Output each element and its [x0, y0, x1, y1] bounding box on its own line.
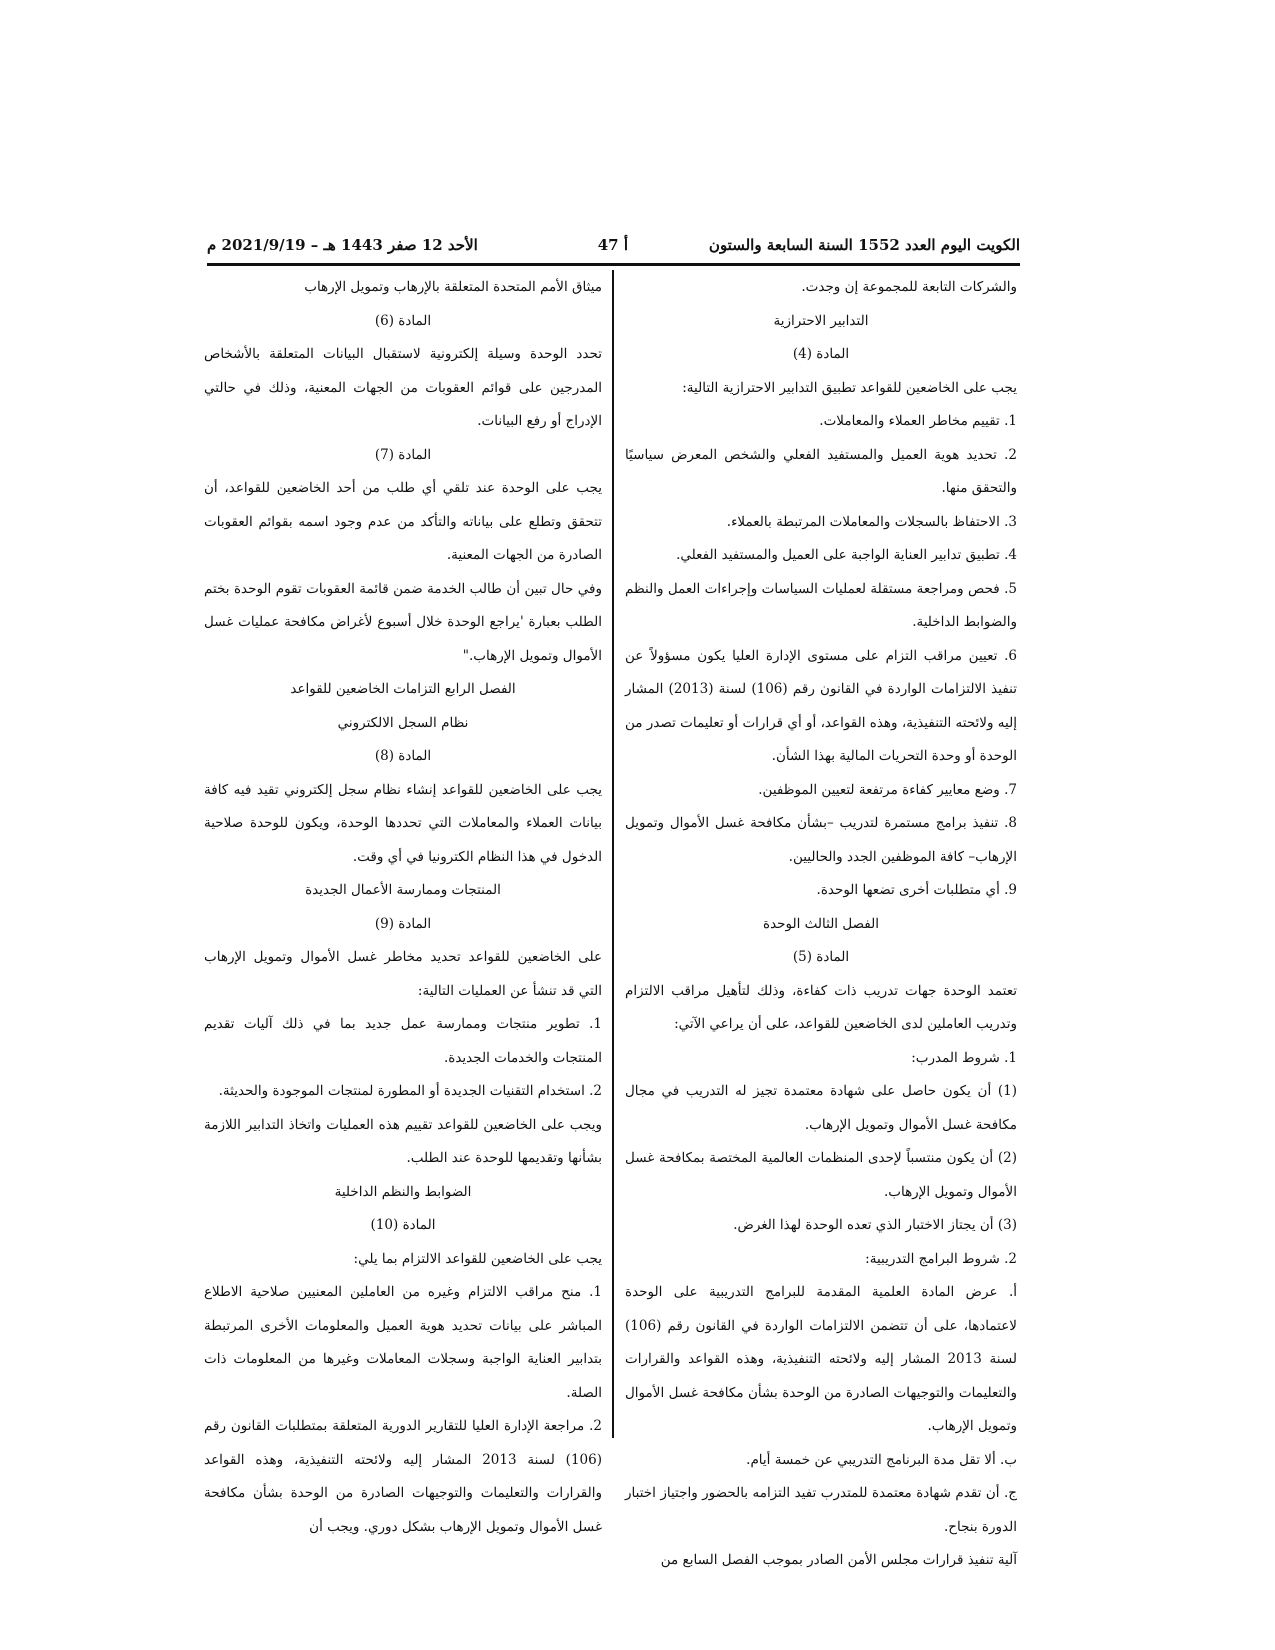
paragraph: 2. تحديد هوية العميل والمستفيد الفعلي والشخص المعرض سياسيًا والتحقق منها. [625, 446, 1017, 496]
section-heading: المادة (10) [370, 1217, 436, 1233]
paragraph: 9. أي متطلبات أخرى تضعها الوحدة. [816, 882, 1017, 898]
paragraph: أ. عرض المادة العلمية المقدمة للبرامج التدريبية على الوحدة لاعتمادها، على أن تتضمن الالتزامات الواردة في القانون رقم (106) لسنة 2013 المشار إليه ولائحته التنفيذية، وهذه القواعد والقرارات والتعليمات والتوجيهات الصادرة من الوحدة بشأن مكافحة غسل الأموال وتمويل الإرهاب. [625, 1284, 1017, 1434]
column-divider [612, 270, 614, 1438]
paragraph: 2. شروط البرامج التدريبية: [865, 1250, 1017, 1267]
paragraph: تعتمد الوحدة جهات تدريب ذات كفاءة، وذلك لتأهيل مراقب الالتزام وتدريب العاملين لدى الخاضعين للقواعد، على أن يراعي الآتي: [625, 982, 1017, 1032]
paragraph: 6. تعيين مراقب التزام على مستوى الإدارة العليا يكون مسؤولاً عن تنفيذ الالتزامات الواردة في القانون رقم (106) لسنة (2013) المشار إليه ولائحته التنفيذية، وهذه القواعد، أو أي قرارات أو تعليمات تصدر من الوحدة أو وحدة التحريات المالية بهذا الشأن. [625, 647, 1017, 764]
paragraph: 1. منح مراقب الالتزام وغيره من العاملين المعنيين صلاحية الاطلاع المباشر على بيانات تحديد هوية العميل والمعلومات الأخرى المرتبطة بتدابير العناية الواجبة وسجلات المعاملات وغيرها من المعلومات ذات الصلة. [204, 1284, 602, 1401]
section-heading: المادة (7) [374, 446, 432, 463]
section-heading: المادة (9) [374, 915, 432, 932]
header-issue: الكويت اليوم العدد 1552 السنة السابعة والستون [708, 236, 1020, 254]
section-heading: المادة (8) [374, 748, 432, 764]
header-date: الأحد 12 صفر 1443 هـ – 2021/9/19 م [207, 236, 478, 254]
section-heading: الفصل الثالث الوحدة [763, 915, 879, 932]
paragraph: (1) أن يكون حاصل على شهادة معتمدة تجيز له التدريب في مجال مكافحة غسل الأموال وتمويل الإرهاب. [625, 1083, 1017, 1133]
paragraph: (2) أن يكون منتسباً لإحدى المنظمات العالمية المختصة بمكافحة غسل الأموال وتمويل الإرهاب. [625, 1150, 1017, 1200]
section-heading: الفصل الرابع التزامات الخاضعين للقواعد [290, 681, 516, 697]
paragraph: 5. فحص ومراجعة مستقلة لعمليات السياسات وإجراءات العمل والنظم والضوابط الداخلية. [625, 580, 1017, 630]
page-header [207, 236, 1020, 260]
header-page-number: أ 47 [597, 236, 628, 254]
paragraph: (3) أن يجتاز الاختبار الذي تعده الوحدة لهذا الغرض. [733, 1217, 1017, 1233]
header-rule [207, 263, 1020, 266]
paragraph: والشركات التابعة للمجموعة إن وجدت. [801, 279, 1017, 295]
section-heading: المادة (6) [374, 312, 432, 329]
right-column [625, 271, 1017, 1578]
paragraph: 1. شروط المدرب: [911, 1049, 1017, 1066]
section-heading: المادة (5) [792, 949, 850, 965]
paragraph: تحدد الوحدة وسيلة إلكترونية لاستقبال البيانات المتعلقة بالأشخاص المدرجين على قوائم العقوبات من الجهات المعنية، وذلك في حالتي الإدراج أو رفع البيانات. [204, 346, 602, 429]
paragraph: على الخاضعين للقواعد تحديد مخاطر غسل الأموال وتمويل الإرهاب التي قد تنشأ عن العمليات التالية: [204, 949, 602, 999]
paragraph: يجب على الخاضعين للقواعد تطبيق التدابير الاحترازية التالية: [682, 379, 1017, 396]
section-heading: المادة (4) [792, 346, 850, 362]
section-heading: الضوابط والنظم الداخلية [334, 1183, 472, 1200]
section-heading: نظام السجل الالكتروني [337, 714, 469, 731]
paragraph: وفي حال تبين أن طالب الخدمة ضمن قائمة العقوبات تقوم الوحدة بختم الطلب بعبارة 'يراجع الوحدة خلال أسبوع لأغراض مكافحة عمليات غسل الأموال وتمويل الإرهاب." [204, 580, 602, 664]
paragraph: 1. تقييم مخاطر العملاء والمعاملات. [819, 413, 1017, 429]
paragraph: ميثاق الأمم المتحدة المتعلقة بالإرهاب وتمويل الإرهاب [304, 279, 602, 295]
paragraph: يجب على الخاضعين للقواعد الالتزام بما يلي: [353, 1250, 602, 1267]
left-column [204, 271, 602, 1544]
paragraph: يجب على الخاضعين للقواعد إنشاء نظام سجل إلكتروني تقيد فيه كافة بيانات العملاء والمعاملات التي تحددها الوحدة، ويكون للوحدة صلاحية الدخول في هذا النظام الكترونيا في أي وقت. [204, 781, 602, 865]
section-heading: المنتجات وممارسة الأعمال الجديدة [305, 882, 501, 898]
paragraph: ج. أن تقدم شهادة معتمدة للمتدرب تفيد التزامه بالحضور واجتياز اختبار الدورة بنجاح. [625, 1485, 1017, 1535]
paragraph: يجب على الوحدة عند تلقي أي طلب من أحد الخاضعين للقواعد، أن تتحقق وتطلع على بياناته والتأكد من عدم وجود اسمه بقوائم العقوبات الصادرة من الجهات المعنية. [204, 480, 602, 563]
paragraph: 4. تطبيق تدابير العناية الواجبة على العميل والمستفيد الفعلي. [676, 547, 1017, 563]
paragraph: 7. وضع معايير كفاءة مرتفعة لتعيين الموظفين. [758, 781, 1017, 798]
paragraph: 2. استخدام التقنيات الجديدة أو المطورة لمنتجات الموجودة والحديثة. [218, 1083, 602, 1099]
section-heading: التدابير الاحترازية [773, 312, 869, 329]
paragraph: 1. تطوير منتجات وممارسة عمل جديد بما في ذلك آليات تقديم المنتجات والخدمات الجديدة. [204, 1016, 602, 1066]
paragraph: 8. تنفيذ برامج مستمرة لتدريب –بشأن مكافحة غسل الأموال وتمويل الإرهاب– كافة الموظفين الجدد والحاليين. [625, 815, 1017, 865]
paragraph: 3. الاحتفاظ بالسجلات والمعاملات المرتبطة بالعملاء. [726, 513, 1017, 530]
paragraph: ب. ألا تقل مدة البرنامج التدريبي عن خمسة أيام. [746, 1451, 1017, 1468]
paragraph: آلية تنفيذ قرارات مجلس الأمن الصادر بموجب الفصل السابع من [660, 1552, 1017, 1568]
paragraph: 2. مراجعة الإدارة العليا للتقارير الدورية المتعلقة بمتطلبات القانون رقم (106) لسنة 2013 المشار إليه ولائحته التنفيذية، وهذه القواعد والقرارات والتعليمات والتوجيهات الصادرة من الوحدة بشأن مكافحة غسل الأموال وتمويل الإرهاب بشكل دوري. ويجب أن [204, 1418, 602, 1535]
paragraph: ويجب على الخاضعين للقواعد تقييم هذه العمليات واتخاذ التدابير اللازمة بشأنها وتقديمها للوحدة عند الطلب. [204, 1116, 602, 1166]
